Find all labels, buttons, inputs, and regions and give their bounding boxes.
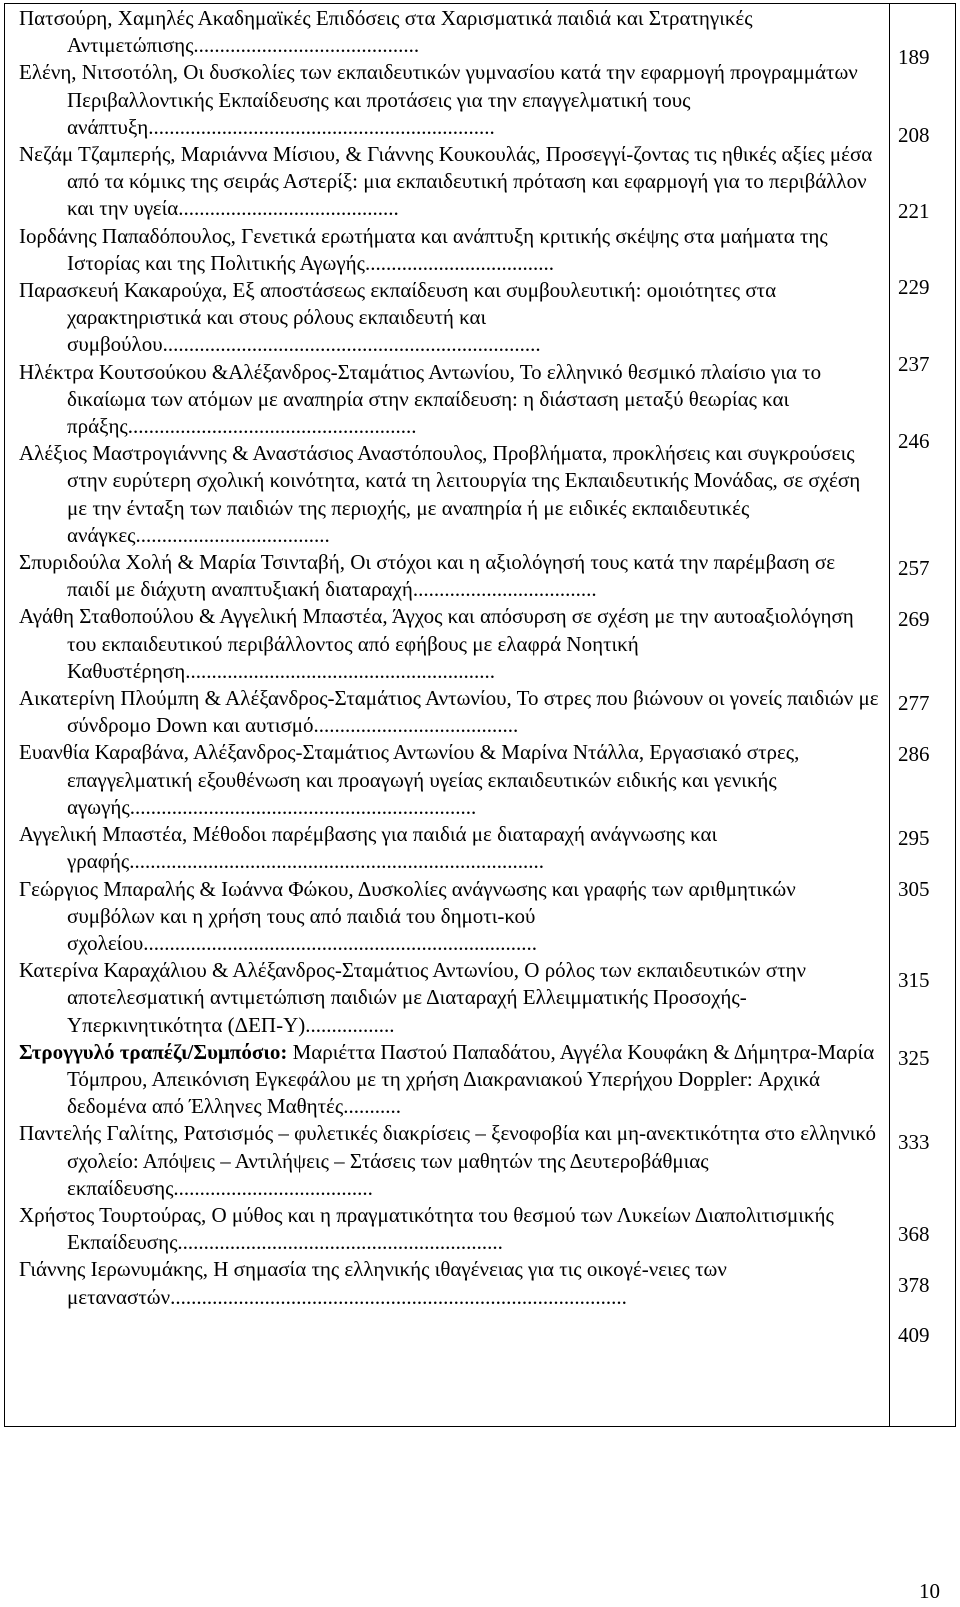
toc-page-number-13: 315 [898, 968, 930, 992]
toc-page-number-10: 286 [898, 742, 930, 766]
round-table-prefix: Στρογγυλό τραπέζι/Συμπόσιο: [19, 1039, 288, 1064]
toc-entry-14: Κατερίνα Καραχάλιου & Αλέξανδρος-Σταμάτιος Αντωνίου, Ο ρόλος των εκπαιδευτικών στην αποτελεσματική αντιμετώπιση παιδιών με Διαταραχή Ελλειμματικής Προσοχής-Υπερκινητικότητα (ΔΕΠ-Υ)................. [19, 958, 806, 1037]
toc-entry-2: Ελένη, Νιτσοτόλη, Οι δυσκολίες των εκπαιδευτικών γυμνασίου κατά την εφαρμογή προγραμμάτων Περιβαλλοντικής Εκπαίδευσης και προτάσεις για την επαγγελματική τους ανάπτυξη.................................................................. [19, 60, 858, 139]
toc-page-number-7: 257 [898, 556, 930, 580]
toc-page-number-3: 221 [898, 199, 930, 223]
toc-page-number-4: 229 [898, 275, 930, 299]
toc-page-number-8: 269 [898, 607, 930, 631]
toc-page-number-16: 368 [898, 1222, 930, 1246]
toc-entry-10: Αικατερίνη Πλούμπη & Αλέξανδρος-Σταμάτιος Αντωνίου, Το στρες που βιώνουν οι γονείς παιδιών με σύνδρομο Down και αυτισμό....................................... [19, 686, 879, 738]
toc-table [4, 3, 956, 1427]
footer-page-number: 10 [919, 1579, 940, 1603]
toc-page-number-6: 246 [898, 429, 930, 453]
toc-page-number-9: 277 [898, 691, 930, 715]
toc-page-number-11: 295 [898, 826, 930, 850]
toc-entry-8: Σπυριδούλα Χολή & Μαρία Τσινταβή, Οι στόχοι και η αξιολόγησή τους κατά την παρέμβαση σε παιδί με διάχυτη αναπτυξιακή διαταραχή................................... [19, 550, 836, 602]
toc-entry-9: Αγάθη Σταθοπούλου & Αγγελική Μπαστέα, Άγχος και απόσυρση σε σχέση με την αυτοαξιολόγηση του εκπαιδευτικού περιβάλλοντος από εφήβους με ελαφρά Νοητική Καθυστέρηση........................................................... [19, 604, 854, 683]
toc-entry-4: Ιορδάνης Παπαδόπουλος, Γενετικά ερωτήματα και ανάπτυξη κριτικής σκέψης στα μαήματα της Ιστορίας και της Πολιτικής Αγωγής.................................... [19, 223, 828, 275]
toc-entry-6: Ηλέκτρα Κουτσούκου &Αλέξανδρος-Σταμάτιος Αντωνίου, Το ελληνικό θεσμικό πλαίσιο για το δικαίωμα των ατόμων με αναπηρία στην εκπαίδευση: η διάσταση μεταξύ θεωρίας και πράξης....................................................... [19, 359, 822, 439]
toc-page-number-5: 237 [898, 352, 930, 376]
toc-entries [19, 5, 881, 1311]
toc-entry-17: Χρήστος Τουρτούρας, Ο μύθος και η πραγματικότητα του θεσμού των Λυκείων Διαπολιτισμικής Εκπαίδευσης.............................................................. [19, 1202, 834, 1255]
toc-entry-3: Νεζάμ Τζαμπερής, Μαριάννα Μίσιου, & Γιάννης Κουκουλάς, Προσεγγί-ζοντας τις ηθικές αξίες μέσα από τα κόμικς της σειράς Αστερίξ: μια εκπαιδευτική πρόταση και εφαρμογή για το περιβάλλον και την υγεία.......................................... [19, 142, 873, 221]
toc-entry-13: Γεώργιος Μπαραλής & Ιωάννα Φώκου, Δυσκολίες ανάγνωσης και γραφής των αριθμητικών συμβόλων και η χρήση τους από παιδιά του δημοτι-κού σχολείου........................................................................... [19, 876, 796, 955]
toc-entry-7: Αλέξιος Μαστρογιάννης & Αναστάσιος Αναστόπουλος, Προβλήματα, προκλήσεις και συγκρούσεις στην ευρύτερη σχολική κοινότητα, κατά τη λειτουργία της Εκπαιδευτικής Μονάδας, σε σχέση με την ένταξη των παιδιών της περιοχής, με αναπηρία ή με ειδικές εκπαιδευτικές ανάγκες..................................... [19, 441, 861, 547]
toc-entry-15: Στρογγυλό τραπέζι/Συμπόσιο: Μαριέττα Παστού Παπαδάτου, Αγγέλα Κουφάκη & Δήμητρα-Μαρία Τόμπρου, Απεικόνιση Εγκεφάλου με τη χρήση Διακρανιακού Υπερήχου Doppler: Αρχικά δεδομένα από Έλληνες Μαθητές........... [19, 1039, 875, 1119]
toc-page-number-1: 189 [898, 45, 930, 69]
toc-page-number-14: 325 [898, 1046, 930, 1070]
toc-entry-5: Παρασκευή Κακαρούχα, Εξ αποστάσεως εκπαίδευση και συμβουλευτική: ομοιότητες στα χαρακτηριστικά και στους ρόλους εκπαιδευτή και συμβούλου........................................................................ [19, 278, 777, 357]
toc-page-number-2: 208 [898, 123, 930, 147]
toc-entry-18: Γιάννης Ιερωνυμάκης, Η σημασία της ελληνικής ιθαγένειας για τις οικογέ-νειες των μεταναστών....................................................................................... [19, 1257, 727, 1309]
column-divider [889, 4, 890, 1426]
toc-page-number-12: 305 [898, 877, 930, 901]
toc-page-number-15: 333 [898, 1130, 930, 1154]
toc-entry-1: Πατσούρη, Χαμηλές Ακαδημαϊκές Επιδόσεις στα Χαρισματικά παιδιά και Στρατηγικές Αντιμετώπισης........................................... [19, 6, 753, 58]
toc-entry-16: Παντελής Γαλίτης, Ρατσισμός – φυλετικές διακρίσεις – ξενοφοβία και μη-ανεκτικότητα στο ελληνικό σχολείο: Απόψεις – Αντιλήψεις – Στάσεις των μαθητών της Δευτεροβάθμιας εκπαίδευσης...................................... [19, 1121, 876, 1200]
toc-entry-11: Ευανθία Καραβάνα, Αλέξανδρος-Σταμάτιος Αντωνίου & Μαρίνα Ντάλλα, Εργασιακό στρες, επαγγελματική εξουθένωση και προαγωγή υγείας εκπαιδευτικών ειδικής και γενικής αγωγής.................................................................. [19, 740, 800, 819]
toc-page-number-17: 378 [898, 1273, 930, 1297]
toc-entry-12: Αγγελική Μπαστέα, Μέθοδοι παρέμβασης για παιδιά με διαταραχή ανάγνωσης και γραφής............................................................................... [19, 822, 718, 874]
toc-page-number-18: 409 [898, 1323, 930, 1347]
